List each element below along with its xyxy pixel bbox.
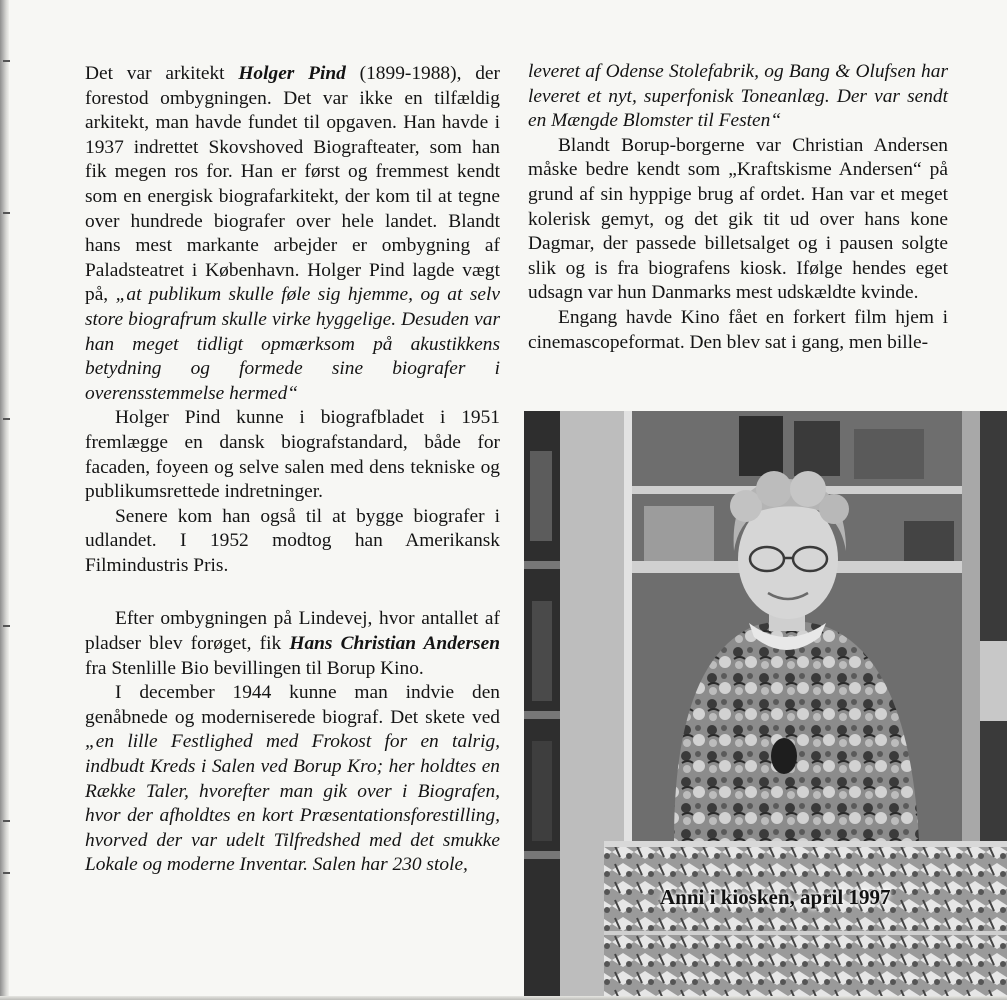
right-text-column xyxy=(528,60,948,355)
paragraph-holger-pind xyxy=(85,62,500,406)
person-name: Holger Pind xyxy=(238,63,346,84)
text-run: I december 1944 kunne man indvie den genåbnede og moderniserede biograf. Det skete ved xyxy=(85,682,500,728)
person-name: Hans Christian Andersen xyxy=(289,633,500,655)
text-run: (1899-1988), der forestod ombygningen. Det var ikke en tilfældig arkitekt, man havde fundet til opgaven. Han havde i 1937 indrettet Skovshoved Biografteater, som han fik megen ros for. Han er først og fremmest kendt som en energisk biografarkitekt, der kom til at tegne over hundrede biografer over hele landet. Blandt hans mest markante arbejder er ombygning af Paladsteatret i København. Holger Pind lagde vægt på, xyxy=(85,63,500,306)
text-run: Det var arkitekt xyxy=(85,63,239,84)
paragraph-cinemascope: Engang havde Kino fået en forkert film hjem i cinemascopeformat. Den blev sat i gang, men bille- xyxy=(528,306,948,353)
quotation: „en lille Festlighed med Frokost for en talrig, indbudt Kreds i Salen ved Borup Kro; her holdtes en Række Taler, hvorefter man gik over i Biografen, hvor der afholdtes en kort Præsentationsforestilling, hvorved der var udelt Tilfredshed med det smukke Lokale og moderne Inventar. Salen har 230 stole, xyxy=(85,731,500,876)
paragraph-standard: Holger Pind kunne i biografbladet i 1951 fremlægge en dansk biografstandard, både for facaden, foyeen og selve salen med dens tekniske og publikumsrettede indretninger. xyxy=(85,407,500,503)
paragraph-abroad: Senere kom han også til at bygge biografer i udlandet. I 1952 modtog han Amerikansk Filmindustris Pris. xyxy=(85,505,500,576)
margin-tick xyxy=(3,418,10,420)
paragraph-licence xyxy=(85,607,500,681)
paragraph-reopening xyxy=(85,681,500,878)
page-bottom-edge xyxy=(0,996,1007,1000)
margin-tick xyxy=(3,60,10,62)
text-run: fra Stenlille Bio bevillingen til Borup Kino. xyxy=(85,657,424,679)
margin-tick xyxy=(3,625,10,627)
page-spine-shadow xyxy=(0,0,9,1000)
paragraph-gap xyxy=(85,578,500,607)
quotation: „at publikum skulle føle sig hjemme, og at selv store biografrum skulle virke hyggelige. Desuden var han meget tidligt opmærksom på akustikkens betydning og formede sine biografer i overensstemmelse hermed“ xyxy=(85,284,500,404)
text-run: Efter ombygningen på Lindevej, hvor antallet af pladser blev forøget, fik xyxy=(85,608,500,655)
quotation-continued xyxy=(528,60,948,134)
margin-tick xyxy=(3,820,10,822)
photo-caption: Anni i kiosken, april 1997 xyxy=(660,885,891,909)
margin-tick xyxy=(3,872,10,874)
left-text-column xyxy=(85,62,500,878)
quotation: leveret af Odense Stolefabrik, og Bang & Olufsen har leveret et nyt, superfonisk Toneanlæg. Der var sendt en Mængde Blomster til Festen“ xyxy=(528,61,948,132)
margin-tick xyxy=(3,212,10,214)
paragraph-kraftskisme: Blandt Borup-borgerne var Christian Andersen måske bedre kendt som „Kraftskisme Andersen“ på grund af sin hyppige brug af ordet. Han var et meget kolerisk gemyt, og det gik tit ud over hans kone Dagmar, der passede billetsalget og i pausen solgte slik og is fra biografens kiosk. Ifølge hendes eget udsagn var hun Danmarks mest udskældte kvinde. xyxy=(528,134,948,304)
